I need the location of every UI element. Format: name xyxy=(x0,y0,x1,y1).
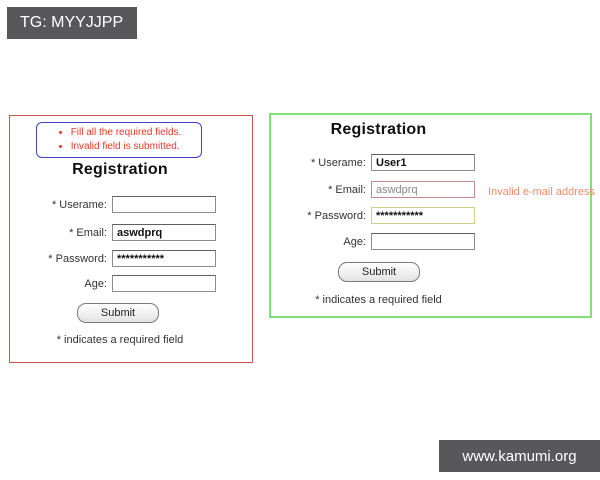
age-label: Age: xyxy=(84,277,107,290)
email-row xyxy=(12,224,216,241)
username-field[interactable] xyxy=(371,154,475,171)
username-label: * Userame: xyxy=(51,198,107,211)
username-row xyxy=(12,196,216,213)
password-row xyxy=(12,250,216,267)
age-field[interactable] xyxy=(112,275,216,292)
password-field[interactable] xyxy=(112,250,216,267)
age-row xyxy=(12,275,216,292)
age-row xyxy=(271,233,475,250)
error-item-invalid-field: • Invalid field is submitted. xyxy=(71,140,182,155)
error-item-required-fields: • Fill all the required fields. xyxy=(71,126,182,141)
watermark-tag-badge: TG: MYYJJPP xyxy=(7,7,137,39)
error-summary-box xyxy=(36,122,202,158)
registration-form-inline-validation xyxy=(269,113,595,318)
password-field[interactable] xyxy=(371,207,475,224)
registration-form-error-state xyxy=(9,115,253,363)
submit-button[interactable]: Submit xyxy=(77,303,159,323)
email-row xyxy=(271,181,475,198)
email-field[interactable] xyxy=(112,224,216,241)
email-label: * Email: xyxy=(69,226,107,239)
email-label: * Email: xyxy=(328,183,366,196)
age-field[interactable] xyxy=(371,233,475,250)
age-label: Age: xyxy=(343,235,366,248)
required-field-footnote: * indicates a required field xyxy=(315,294,442,306)
password-label: * Password: xyxy=(48,252,107,265)
email-error-message: Invalid e-mail address xyxy=(488,186,595,198)
username-row xyxy=(271,154,475,171)
password-label: * Password: xyxy=(307,209,366,222)
username-label: * Userame: xyxy=(310,156,366,169)
email-field[interactable] xyxy=(371,181,475,198)
form-title: Registration xyxy=(72,161,168,178)
submit-button[interactable]: Submit xyxy=(338,262,420,282)
error-list xyxy=(57,126,182,155)
form-title: Registration xyxy=(330,121,427,138)
username-field[interactable] xyxy=(112,196,216,213)
watermark-site-badge: www.kamumi.org xyxy=(439,440,600,472)
password-row xyxy=(271,207,475,224)
required-field-footnote: * indicates a required field xyxy=(56,334,184,346)
